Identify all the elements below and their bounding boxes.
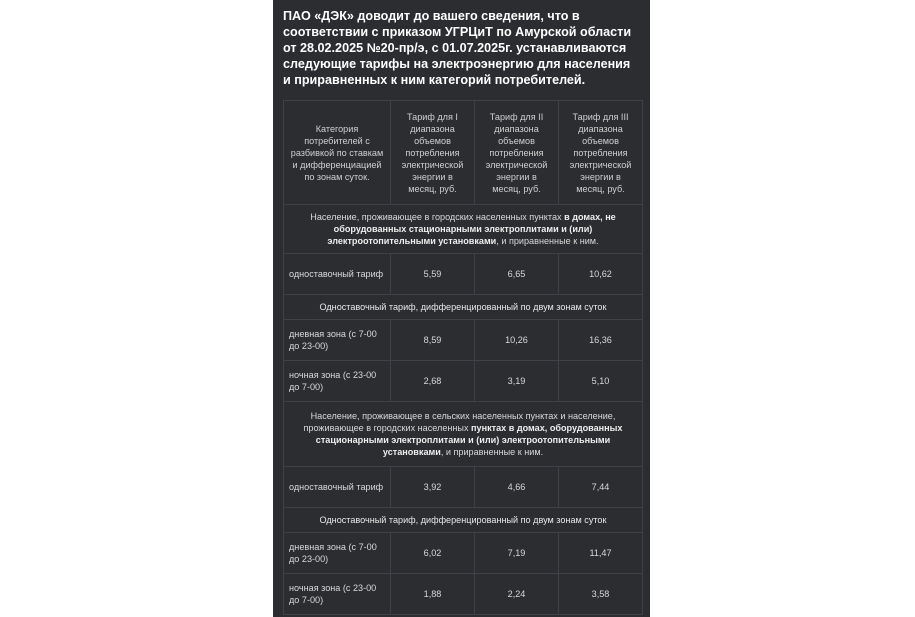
header-range-3: Тариф для III диапазона объемов потребления электрической энергии в месяц, руб. <box>559 101 643 205</box>
section-text-part: , и приравненные к ним. <box>496 236 599 246</box>
tariff-value: 3,92 <box>391 467 475 508</box>
tariff-value: 1,88 <box>391 574 475 615</box>
tariff-value: 8,59 <box>391 320 475 361</box>
section-row-urban <box>284 205 643 254</box>
row-label: дневная зона (с 7-00 до 23-00) <box>284 533 391 574</box>
section-text-part: Население, проживающее в городских населенных пунктах <box>310 212 565 222</box>
tariff-value: 10,26 <box>475 320 559 361</box>
tariff-value: 16,36 <box>559 320 643 361</box>
tariff-value: 6,65 <box>475 254 559 295</box>
section-text-bold: пунктах в домах, оборудованных стационарными электроплитами и (или) электроотопительными установками <box>315 423 623 457</box>
tariff-value: 7,44 <box>559 467 643 508</box>
table-row <box>284 533 643 574</box>
tariff-table <box>283 100 643 615</box>
section-rural-text <box>284 402 643 467</box>
subheader-two-zones: Одноставочный тариф, дифференцированный по двум зонам суток <box>284 295 643 320</box>
tariff-post <box>273 0 650 617</box>
tariff-value: 3,58 <box>559 574 643 615</box>
tariff-value: 5,10 <box>559 361 643 402</box>
section-text-part: , и приравненные к ним. <box>440 447 544 457</box>
tariff-value: 6,02 <box>391 533 475 574</box>
tariff-value: 10,62 <box>559 254 643 295</box>
tariff-value: 3,19 <box>475 361 559 402</box>
row-label: ночная зона (с 23-00 до 7-00) <box>284 361 391 402</box>
section-row-rural <box>284 402 643 467</box>
header-range-2: Тариф для II диапазона объемов потребления электрической энергии в месяц, руб. <box>475 101 559 205</box>
section-text-bold: в домах, не оборудованных стационарными электроплитами и (или) электроотопительными установками <box>327 212 616 246</box>
tariff-value: 2,68 <box>391 361 475 402</box>
tariff-value: 11,47 <box>559 533 643 574</box>
subheader-row <box>284 508 643 533</box>
tariff-value: 5,59 <box>391 254 475 295</box>
header-category: Категория потребителей с разбивкой по ставкам и дифференциацией по зонам суток. <box>284 101 391 205</box>
table-header-row <box>284 101 643 205</box>
table-row <box>284 467 643 508</box>
row-label: ночная зона (с 23-00 до 7-00) <box>284 574 391 615</box>
section-urban-text <box>284 205 643 254</box>
announcement-text: ПАО «ДЭК» доводит до вашего сведения, что в соответствии с приказом УГРЦиТ по Амурской области от 28.02.2025 №20-пр/э, с 01.07.2025г. устанавливаются следующие тарифы на электроэнергию для населения и приравненных к ним категорий потребителей. <box>283 9 632 87</box>
tariff-value: 7,19 <box>475 533 559 574</box>
table-row <box>284 254 643 295</box>
tariff-value: 4,66 <box>475 467 559 508</box>
row-label: одноставочный тариф <box>284 254 391 295</box>
header-range-1: Тариф для I диапазона объемов потребления электрической энергии в месяц, руб. <box>391 101 475 205</box>
row-label: дневная зона (с 7-00 до 23-00) <box>284 320 391 361</box>
section-text-part: Население, проживающее в сельских населенных пунктах и население, проживающее в городских населенных <box>303 411 616 433</box>
table-row <box>284 361 643 402</box>
tariff-value: 2,24 <box>475 574 559 615</box>
table-row <box>284 574 643 615</box>
subheader-row <box>284 295 643 320</box>
table-row <box>284 320 643 361</box>
subheader-two-zones: Одноставочный тариф, дифференцированный по двум зонам суток <box>284 508 643 533</box>
row-label: одноставочный тариф <box>284 467 391 508</box>
